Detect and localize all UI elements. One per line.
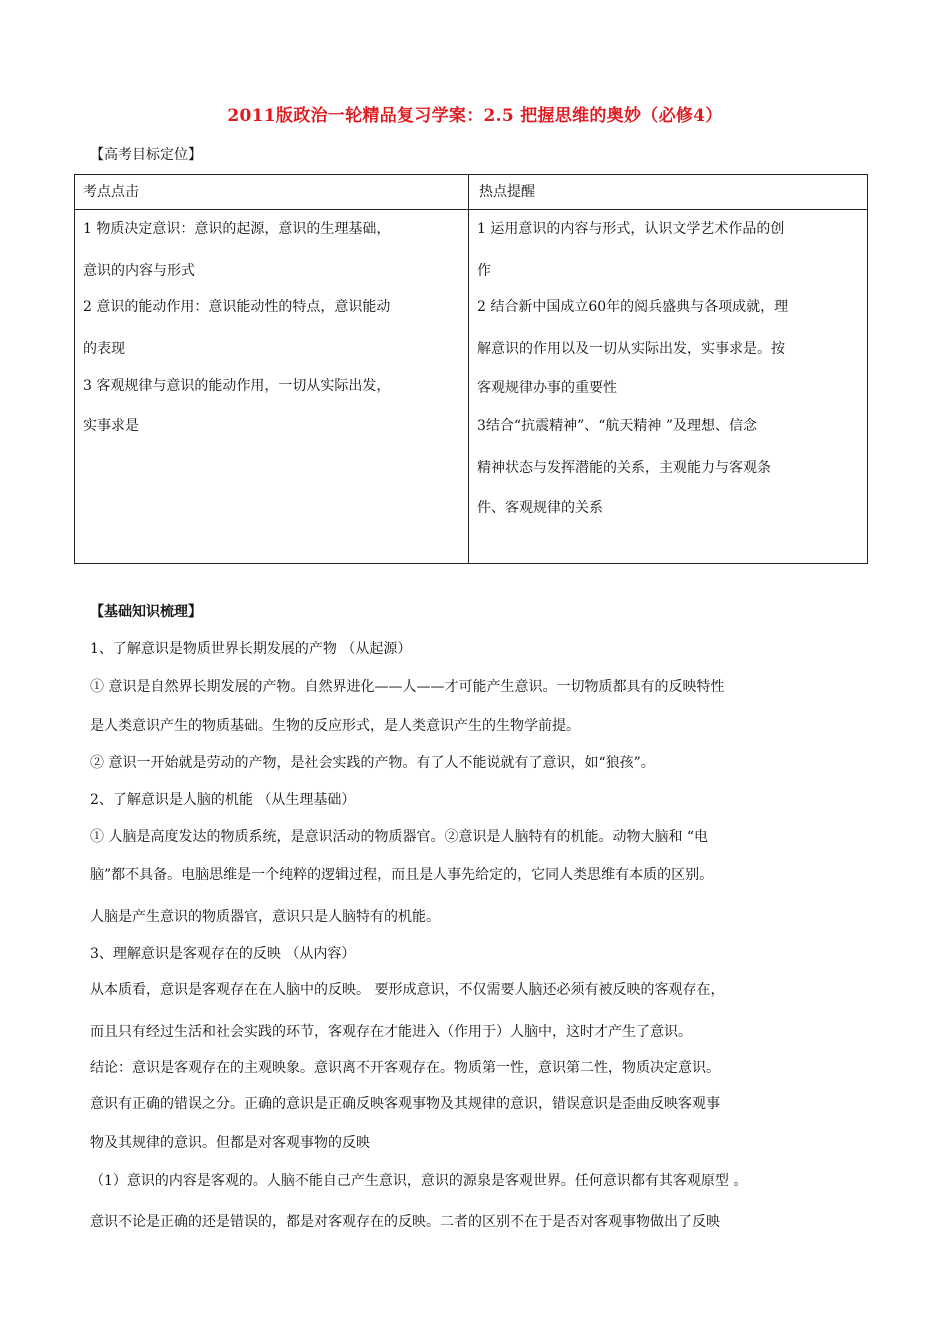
table-cell-line: 3 客观规律与意识的能动作用，一切从实际出发， bbox=[83, 378, 391, 394]
body-line: 意识不论是正确的还是错误的，都是对客观存在的反映。二者的区别不在于是否对客观事物做出了反映 bbox=[90, 1214, 720, 1230]
table-cell-line: 2 结合新中国成立60年的阅兵盛典与各项成就，理 bbox=[477, 299, 789, 315]
body-line: 1、了解意识是物质世界长期发展的产物 （从起源） bbox=[90, 641, 412, 657]
table-cell-line: 1 物质决定意识：意识的起源，意识的生理基础， bbox=[83, 221, 391, 237]
table-cell-line: 精神状态与发挥潜能的关系，主观能力与客观条 bbox=[477, 460, 771, 476]
table-header-divider bbox=[75, 209, 867, 210]
table-cell-line: 件、客观规律的关系 bbox=[477, 500, 603, 516]
section-heading-goals: 【高考目标定位】 bbox=[90, 147, 202, 163]
body-line: 脑”都不具备。电脑思维是一个纯粹的逻辑过程，而且是人事先给定的，它同人类思维有本质的区别。 bbox=[90, 867, 714, 883]
body-line: 是人类意识产生的物质基础。生物的反应形式，是人类意识产生的生物学前提。 bbox=[90, 718, 580, 734]
table-cell-line: 2 意识的能动作用：意识能动性的特点，意识能动 bbox=[83, 299, 391, 315]
body-line: 结论：意识是客观存在的主观映象。意识离不开客观存在。物质第一性，意识第二性，物质决定意识。 bbox=[90, 1060, 720, 1076]
body-line: ① 人脑是高度发达的物质系统，是意识活动的物质器官。②意识是人脑特有的机能。动物大脑和 “电 bbox=[90, 829, 709, 845]
table-column-divider bbox=[468, 175, 469, 563]
table-cell-line: 客观规律办事的重要性 bbox=[477, 380, 617, 396]
body-line: 人脑是产生意识的物质器官，意识只是人脑特有的机能。 bbox=[90, 909, 440, 925]
body-line: 意识有正确的错误之分。正确的意识是正确反映客观事物及其规律的意识，错误意识是歪曲反映客观事 bbox=[90, 1096, 720, 1112]
body-line: 而且只有经过生活和社会实践的环节，客观存在才能进入（作用于）人脑中，这时才产生了意识。 bbox=[90, 1024, 692, 1040]
table-cell-line: 解意识的作用以及一切从实际出发，实事求是。按 bbox=[477, 341, 785, 357]
table-cell-line: 意识的内容与形式 bbox=[83, 263, 195, 279]
table-cell-line: 1 运用意识的内容与形式，认识文学艺术作品的创 bbox=[477, 221, 785, 237]
page-title: 2011版政治一轮精品复习学案：2.5 把握思维的奥妙（必修4） bbox=[227, 106, 723, 126]
body-line: （1）意识的内容是客观的。人脑不能自己产生意识，意识的源泉是客观世界。任何意识都有其客观原型 。 bbox=[90, 1173, 748, 1189]
table-header-redian: 热点提醒 bbox=[479, 184, 535, 200]
table-header-kaodian: 考点点击 bbox=[83, 184, 139, 200]
table-cell-line: 实事求是 bbox=[83, 418, 139, 434]
table-cell-line: 的表现 bbox=[83, 341, 125, 357]
table-cell-line: 作 bbox=[477, 263, 491, 279]
body-line: 物及其规律的意识。但都是对客观事物的反映 bbox=[90, 1135, 370, 1151]
body-line: ① 意识是自然界长期发展的产物。自然界进化——人——才可能产生意识。一切物质都具有的反映特性 bbox=[90, 679, 725, 695]
body-line: 从本质看，意识是客观存在在人脑中的反映。 要形成意识，不仅需要人脑还必须有被反映的客观存在， bbox=[90, 982, 725, 998]
table-cell-line: 3结合“抗震精神”、“航天精神 ”及理想、信念 bbox=[477, 418, 757, 434]
body-line: 2、了解意识是人脑的机能 （从生理基础） bbox=[90, 792, 356, 808]
goals-table bbox=[74, 174, 868, 564]
body-line: 3、理解意识是客观存在的反映 （从内容） bbox=[90, 946, 356, 962]
section-heading-basics: 【基础知识梳理】 bbox=[90, 604, 202, 620]
body-line: ② 意识一开始就是劳动的产物，是社会实践的产物。有了人不能说就有了意识，如“狼孩”。 bbox=[90, 755, 655, 771]
